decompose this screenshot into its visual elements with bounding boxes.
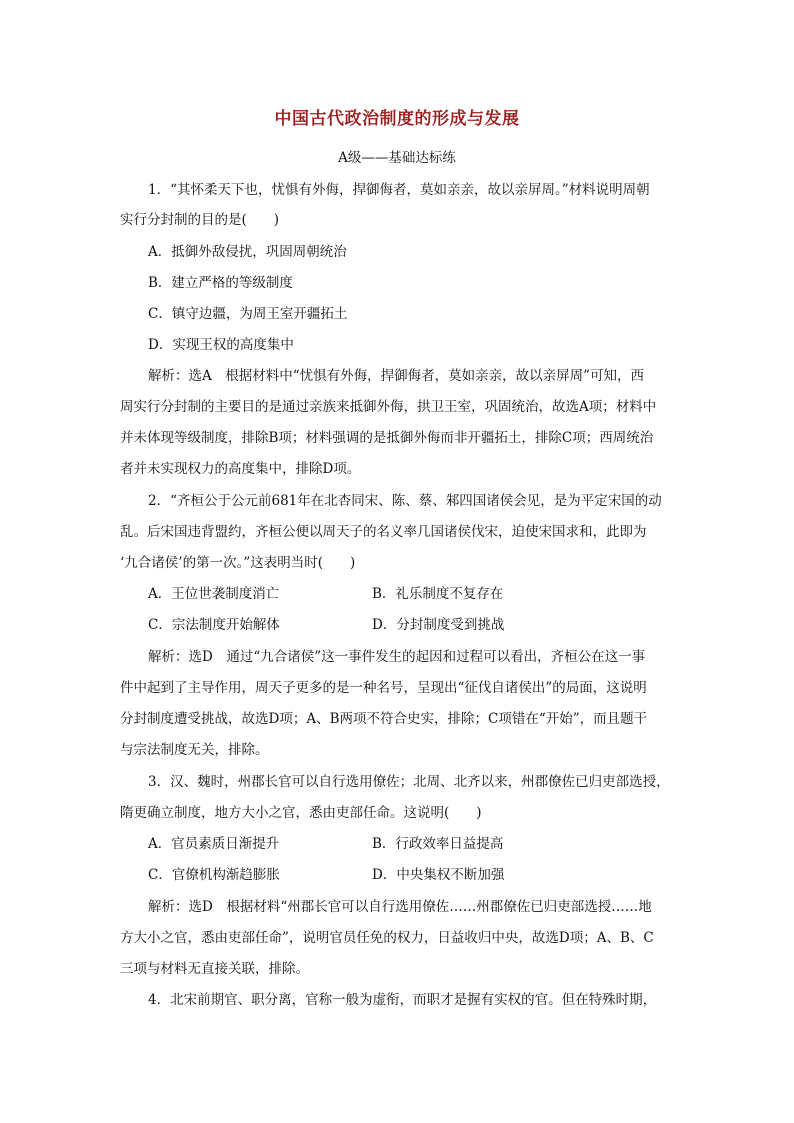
q1-explanation-line-1: 解析：选A 根据材料中“忧惧有外侮，捍御侮者，莫如亲亲，故以亲屏周”可知，西 — [148, 368, 645, 384]
q3-explanation-line-2: 方大小之官，悉由吏部任命”，说明官员任免的权力，日益收归中央，故选D项；A、B、C — [120, 930, 654, 946]
q3-option-a: A．官员素质日渐提升 — [148, 836, 280, 852]
q2-option-a: A．王位世袭制度消亡 — [148, 586, 280, 602]
q1-explanation-line-4: 者并未实现权力的高度集中，排除D项。 — [120, 461, 361, 477]
q2-explanation-line-4: 与宗法制度无关，排除。 — [120, 742, 269, 758]
q3-option-d: D．中央集权不断加强 — [372, 867, 505, 883]
q1-stem-line-1: 1．“其怀柔天下也，忧惧有外侮，捍御侮者，莫如亲亲，故以亲屏周。”材料说明周朝 — [148, 182, 650, 198]
q2-explanation-line-2: 件中起到了主导作用，周天子更多的是一种名号，呈现出“征伐自诸侯出”的局面，这说明 — [120, 680, 647, 696]
q2-option-b: B．礼乐制度不复存在 — [372, 586, 504, 602]
q3-option-b: B．行政效率日益提高 — [372, 836, 504, 852]
page-title: 中国古代政治制度的形成与发展 — [274, 109, 520, 129]
q2-explanation-line-3: 分封制度遭受挑战，故选D项；A、B两项不符合史实，排除；C项错在“开始”，而且题干 — [120, 711, 648, 727]
q1-option-c: C．镇守边疆，为周王室开疆拓土 — [148, 306, 348, 322]
q4-stem-line-1: 4．北宋前期官、职分离，官称一般为虚衔，而职才是握有实权的官。但在特殊时期， — [148, 992, 657, 1008]
q3-explanation-line-1: 解析：选D 根据材料“州郡长官可以自行选用僚佐……州郡僚佐已归吏部选授……地 — [148, 899, 652, 915]
q2-stem-line-1: 2．“齐桓公于公元前681年在北杏同宋、陈、蔡、邾四国诸侯会见，是为平定宋国的动 — [148, 493, 662, 509]
q1-stem-line-2: 实行分封制的目的是( ) — [120, 212, 280, 228]
q2-stem-line-2: 乱。后宋国违背盟约，齐桓公便以周天子的名义率几国诸侯伐宋，迫使宋国求和，此即为 — [120, 524, 647, 540]
section-subtitle: A级——基础达标练 — [338, 150, 456, 166]
q2-option-d: D．分封制度受到挑战 — [372, 617, 505, 633]
q1-option-b: B．建立严格的等级制度 — [148, 275, 293, 291]
q3-stem-line-1: 3．汉、魏时，州郡长官可以自行选用僚佐；北周、北齐以来，州郡僚佐已归吏部选授， — [148, 774, 670, 790]
q2-option-c: C．宗法制度开始解体 — [148, 617, 280, 633]
q3-stem-line-2: 隋更确立制度，地方大小之官，悉由吏部任命。这说明( ) — [120, 805, 482, 821]
q1-explanation-line-2: 周实行分封制的主要目的是通过亲族来抵御外侮，拱卫王室，巩固统治，故选A项；材料中 — [120, 399, 657, 415]
q1-explanation-line-3: 并未体现等级制度，排除B项；材料强调的是抵御外侮而非开疆拓土，排除C项；西周统治 — [120, 430, 654, 446]
q1-option-a: A．抵御外敌侵扰，巩固周朝统治 — [148, 244, 347, 260]
q3-option-c: C．官僚机构渐趋膨胀 — [148, 867, 280, 883]
q1-option-d: D．实现王权的高度集中 — [148, 337, 294, 353]
q2-stem-line-3: ‘九合诸侯’的第一次。”这表明当时( ) — [120, 555, 356, 571]
q2-explanation-line-1: 解析：选D 通过“九合诸侯”这一事件发生的起因和过程可以看出，齐桓公在这一事 — [148, 649, 646, 665]
q3-explanation-line-3: 三项与材料无直接关联，排除。 — [120, 961, 309, 977]
